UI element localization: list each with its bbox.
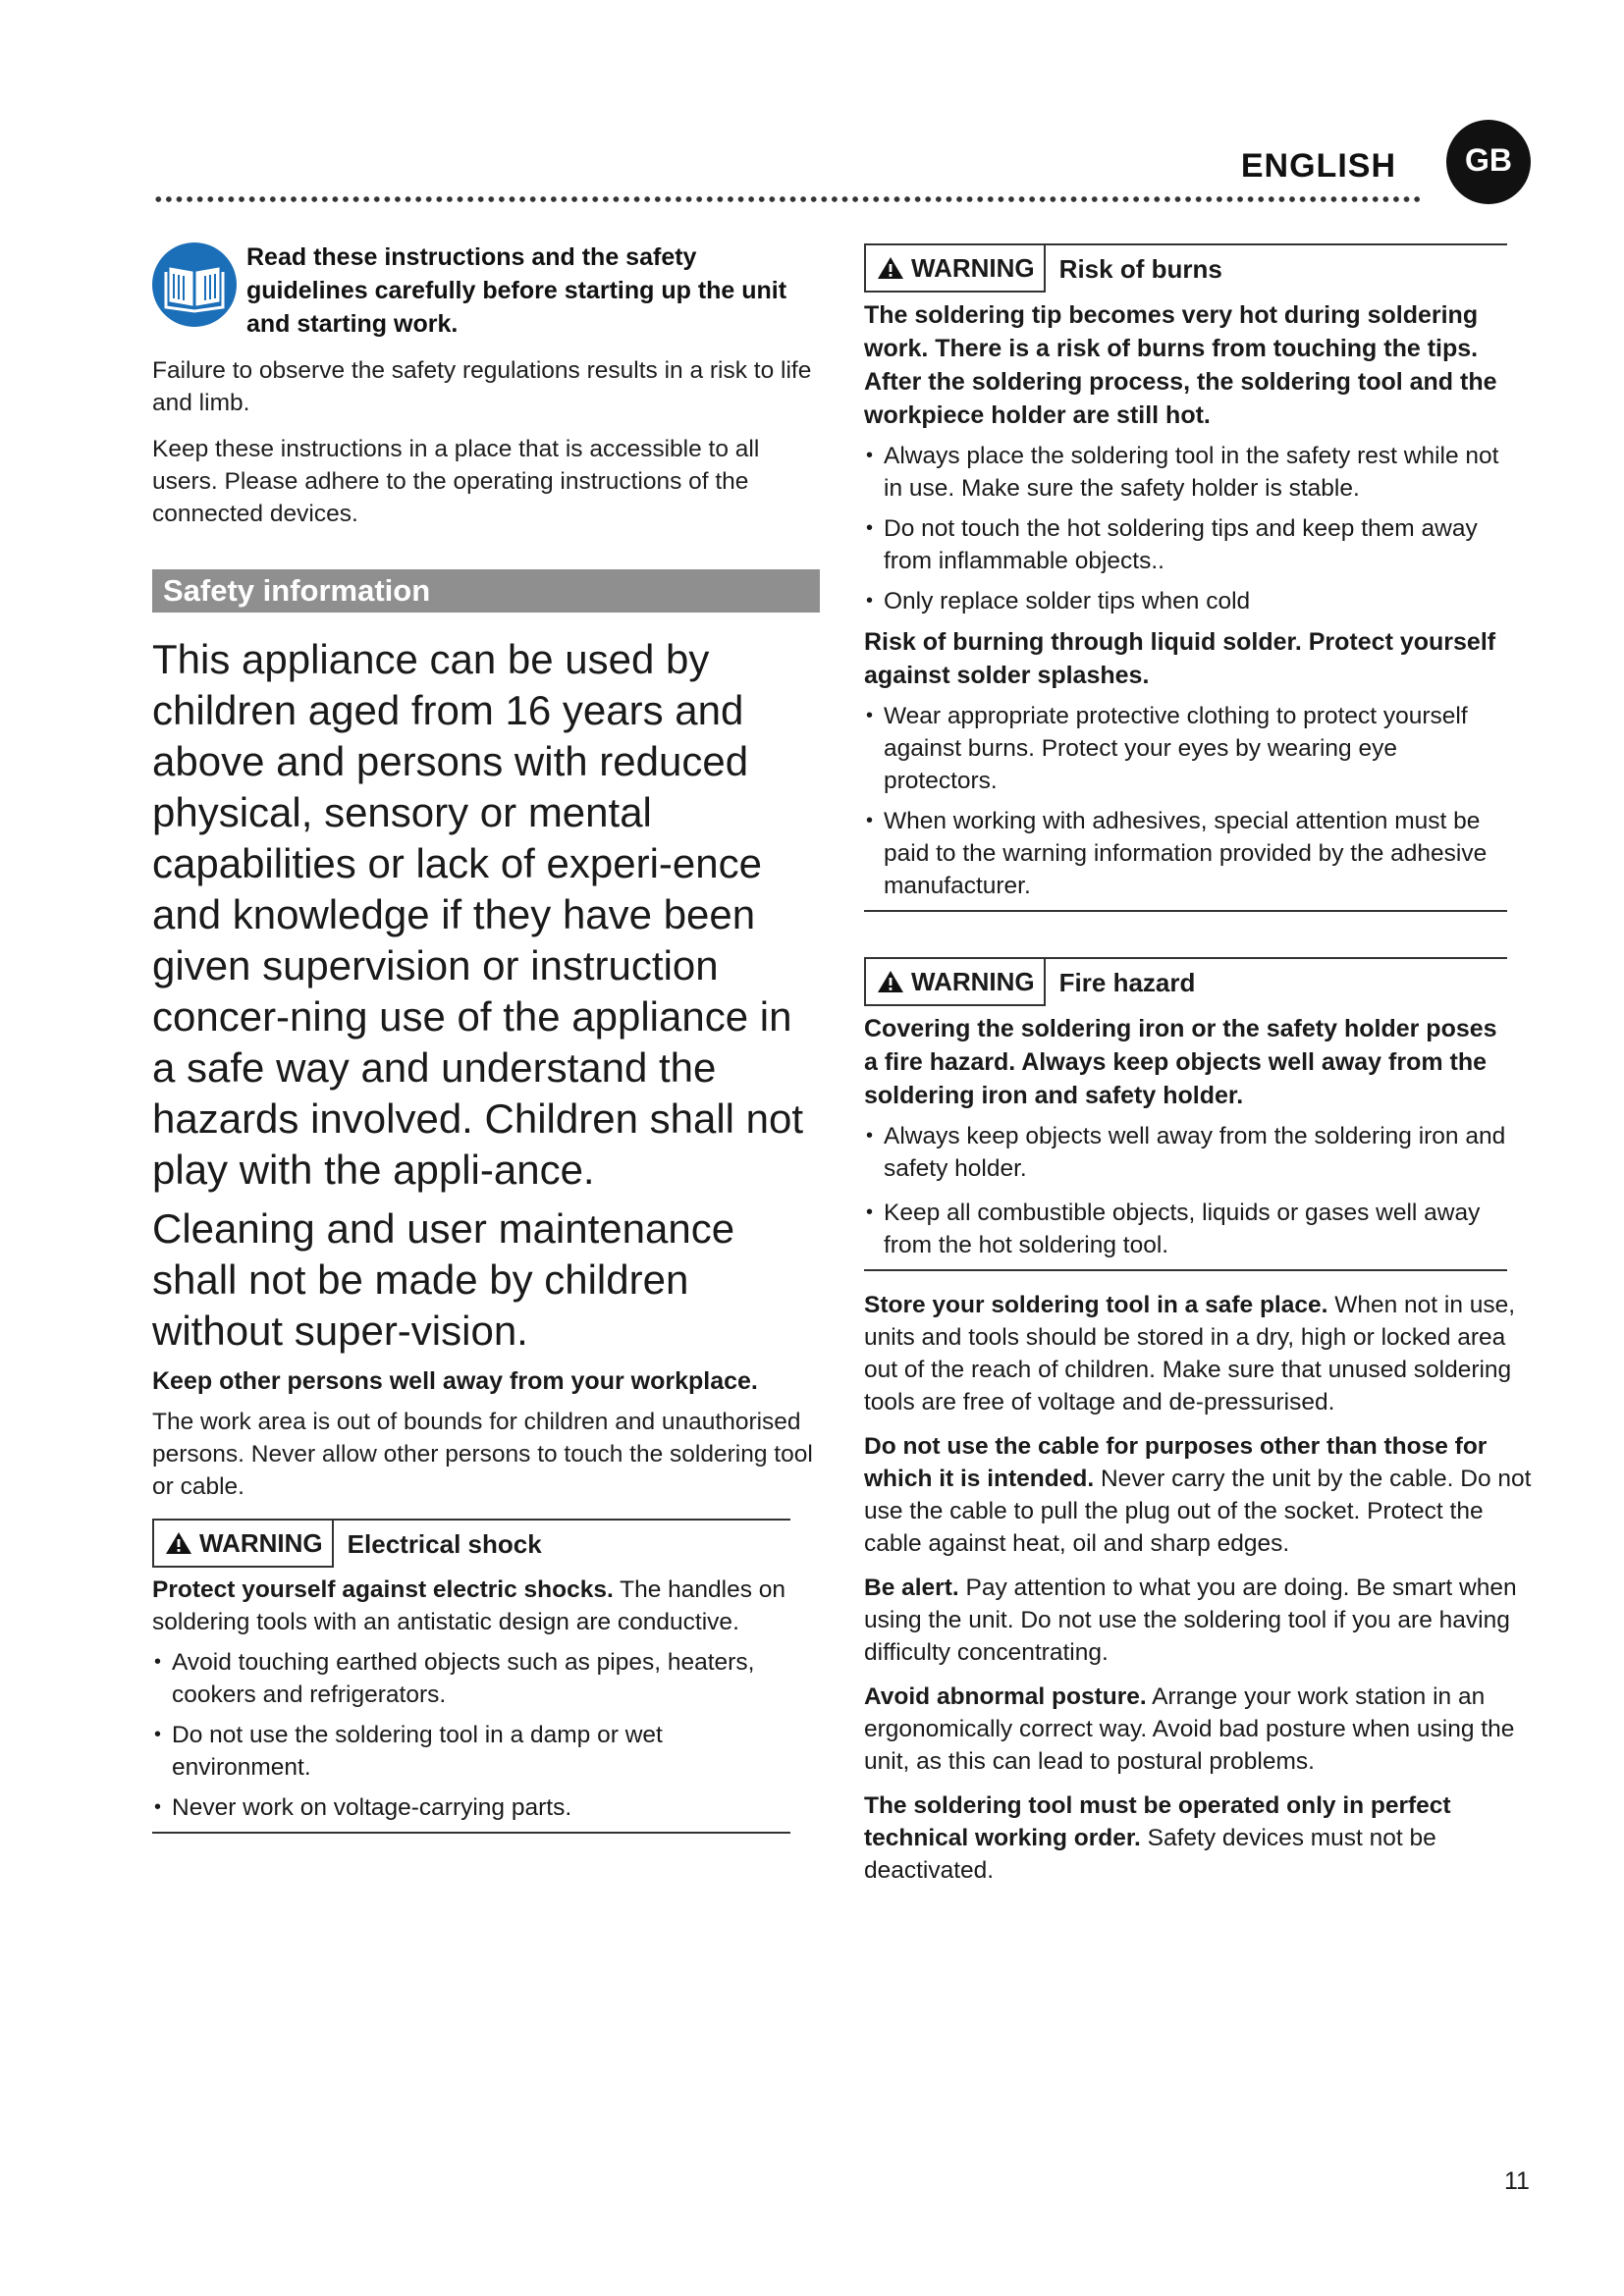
list-item: • Always place the soldering tool in the safety rest while not in use. Make sure the safety holder is stable. [864, 440, 1507, 505]
warning-bottom-rule [864, 910, 1507, 912]
warning-label: WARNING [911, 252, 1035, 283]
book-icon [152, 242, 237, 327]
electric-list [152, 1646, 790, 1824]
warning-electrical [152, 1519, 790, 1834]
paragraph-lead: Store your soldering tool in a safe place. [864, 1292, 1328, 1318]
electric-lead-text: The handles on soldering tools with an antistatic design are conductive. [152, 1576, 786, 1635]
paragraph-text: When not in use, units and tools should be stored in a dry, high or locked area out of the reach of children. Make sure that unused soldering tools are free of voltage and de-pressurised. [864, 1292, 1516, 1415]
paragraph-working-order [864, 1789, 1542, 1887]
list-item: • Do not touch the hot soldering tips and keep them away from inflammable objects.. [864, 512, 1507, 577]
warning-fire [864, 957, 1507, 1271]
children-notice: This appliance can be used by children aged from 16 years and above and persons with reduced physical, sensory or mental capabilities or lack of experi-ence and knowledge if they have been given supervision or instruction concer-ning use of the appliance in a safe way and understand the hazards involved. Children shall not play with the appli-ance. [152, 636, 804, 1193]
warning-label: WARNING [199, 1527, 323, 1558]
paragraph-text: Arrange your work station in an ergonomically correct way. Avoid bad posture when using the unit, as this can lead to postural problems. [864, 1683, 1515, 1775]
warning-title: Fire hazard [1058, 967, 1196, 997]
warning-label-box [864, 245, 1046, 293]
section-heading-safety: Safety information [152, 569, 820, 613]
warning-label-box [152, 1521, 334, 1568]
paragraph-text: Never carry the unit by the cable. Do not use the cable to pull the plug out of the socket. Protect the cable against heat, oil and sharp edges. [864, 1466, 1532, 1557]
header-language: ENGLISH [1240, 147, 1396, 185]
electric-lead [152, 1574, 790, 1638]
burns-list-2 [864, 700, 1507, 902]
solder-splash-lead: Risk of burning through liquid solder. Protect yourself against solder splashes. [864, 628, 1496, 689]
warning-bottom-rule [152, 1832, 790, 1834]
warning-triangle-icon [877, 256, 904, 280]
warning-triangle-icon [877, 970, 904, 993]
list-item: • Never work on voltage-carrying parts. [152, 1791, 790, 1824]
warning-header [864, 957, 1507, 1006]
warning-header [864, 243, 1507, 293]
language-badge: GB [1446, 120, 1531, 204]
intro-title: Read these instructions and the safety guidelines carefully before starting up the unit and starting work. [246, 243, 787, 338]
right-column [864, 243, 1542, 1887]
warning-burns [864, 243, 1507, 912]
page-number: 11 [1504, 2167, 1530, 2195]
warning-title: Risk of burns [1058, 253, 1222, 284]
keep-away-text: The work area is out of bounds for children and unauthorised persons. Never allow other persons to touch the soldering tool or cable. [152, 1409, 813, 1500]
warning-label-box [864, 959, 1046, 1006]
list-item: • Wear appropriate protective clothing to protect yourself against burns. Protect your eyes by wearing eye protectors. [864, 700, 1507, 797]
paragraph-lead: Avoid abnormal posture. [864, 1683, 1147, 1710]
list-item: • Do not use the soldering tool in a damp or wet environment. [152, 1719, 790, 1784]
list-item: • Avoid touching earthed objects such as pipes, heaters, cookers and refrigerators. [152, 1646, 790, 1711]
list-item: • Only replace solder tips when cold [864, 585, 1507, 617]
paragraph-text: Pay attention to what you are doing. Be smart when using the unit. Do not use the soldering tool if you are having difficulty concentrating. [864, 1575, 1517, 1666]
dotted-divider [153, 194, 1420, 204]
list-item: • Always keep objects well away from the soldering iron and safety holder. [864, 1120, 1507, 1185]
intro-block [152, 240, 820, 341]
intro-paragraph-2: Keep these instructions in a place that is accessible to all users. Please adhere to the operating instructions of the connected devices. [152, 436, 760, 527]
paragraph-text: Safety devices must not be deactivated. [864, 1825, 1436, 1884]
fire-list [864, 1120, 1507, 1261]
paragraph-alert [864, 1572, 1542, 1669]
electric-lead-bold: Protect yourself against electric shocks. [152, 1576, 614, 1603]
paragraph-cable [864, 1430, 1542, 1560]
list-item: • Keep all combustible objects, liquids or gases well away from the hot soldering tool. [864, 1197, 1507, 1261]
paragraph-store [864, 1289, 1542, 1418]
warning-label: WARNING [911, 966, 1035, 996]
maintenance-notice: Cleaning and user maintenance shall not be made by children without super-vision. [152, 1205, 735, 1354]
list-item: • When working with adhesives, special attention must be paid to the warning information provided by the adhesive manufacturer. [864, 805, 1507, 902]
warning-title: Electrical shock [347, 1528, 542, 1559]
keep-away-heading: Keep other persons well away from your workplace. [152, 1367, 758, 1395]
paragraph-posture [864, 1681, 1542, 1778]
warning-bottom-rule [864, 1269, 1507, 1271]
paragraph-lead: Be alert. [864, 1575, 959, 1601]
burns-list-1 [864, 440, 1507, 617]
burns-lead: The soldering tip becomes very hot during soldering work. There is a risk of burns from touching the tips. After the soldering process, the soldering tool and the workpiece holder are still hot. [864, 301, 1497, 429]
fire-lead: Covering the soldering iron or the safety holder poses a fire hazard. Always keep objects well away from the soldering iron and safety holder. [864, 1015, 1497, 1109]
paragraph-lead: Do not use the cable for purposes other than those for which it is intended. [864, 1433, 1488, 1492]
paragraph-lead: The soldering tool must be operated only in perfect technical working order. [864, 1792, 1451, 1851]
warning-triangle-icon [165, 1531, 192, 1555]
left-column [152, 240, 820, 1834]
warning-header [152, 1519, 790, 1568]
intro-paragraph-1: Failure to observe the safety regulations results in a risk to life and limb. [152, 357, 812, 416]
